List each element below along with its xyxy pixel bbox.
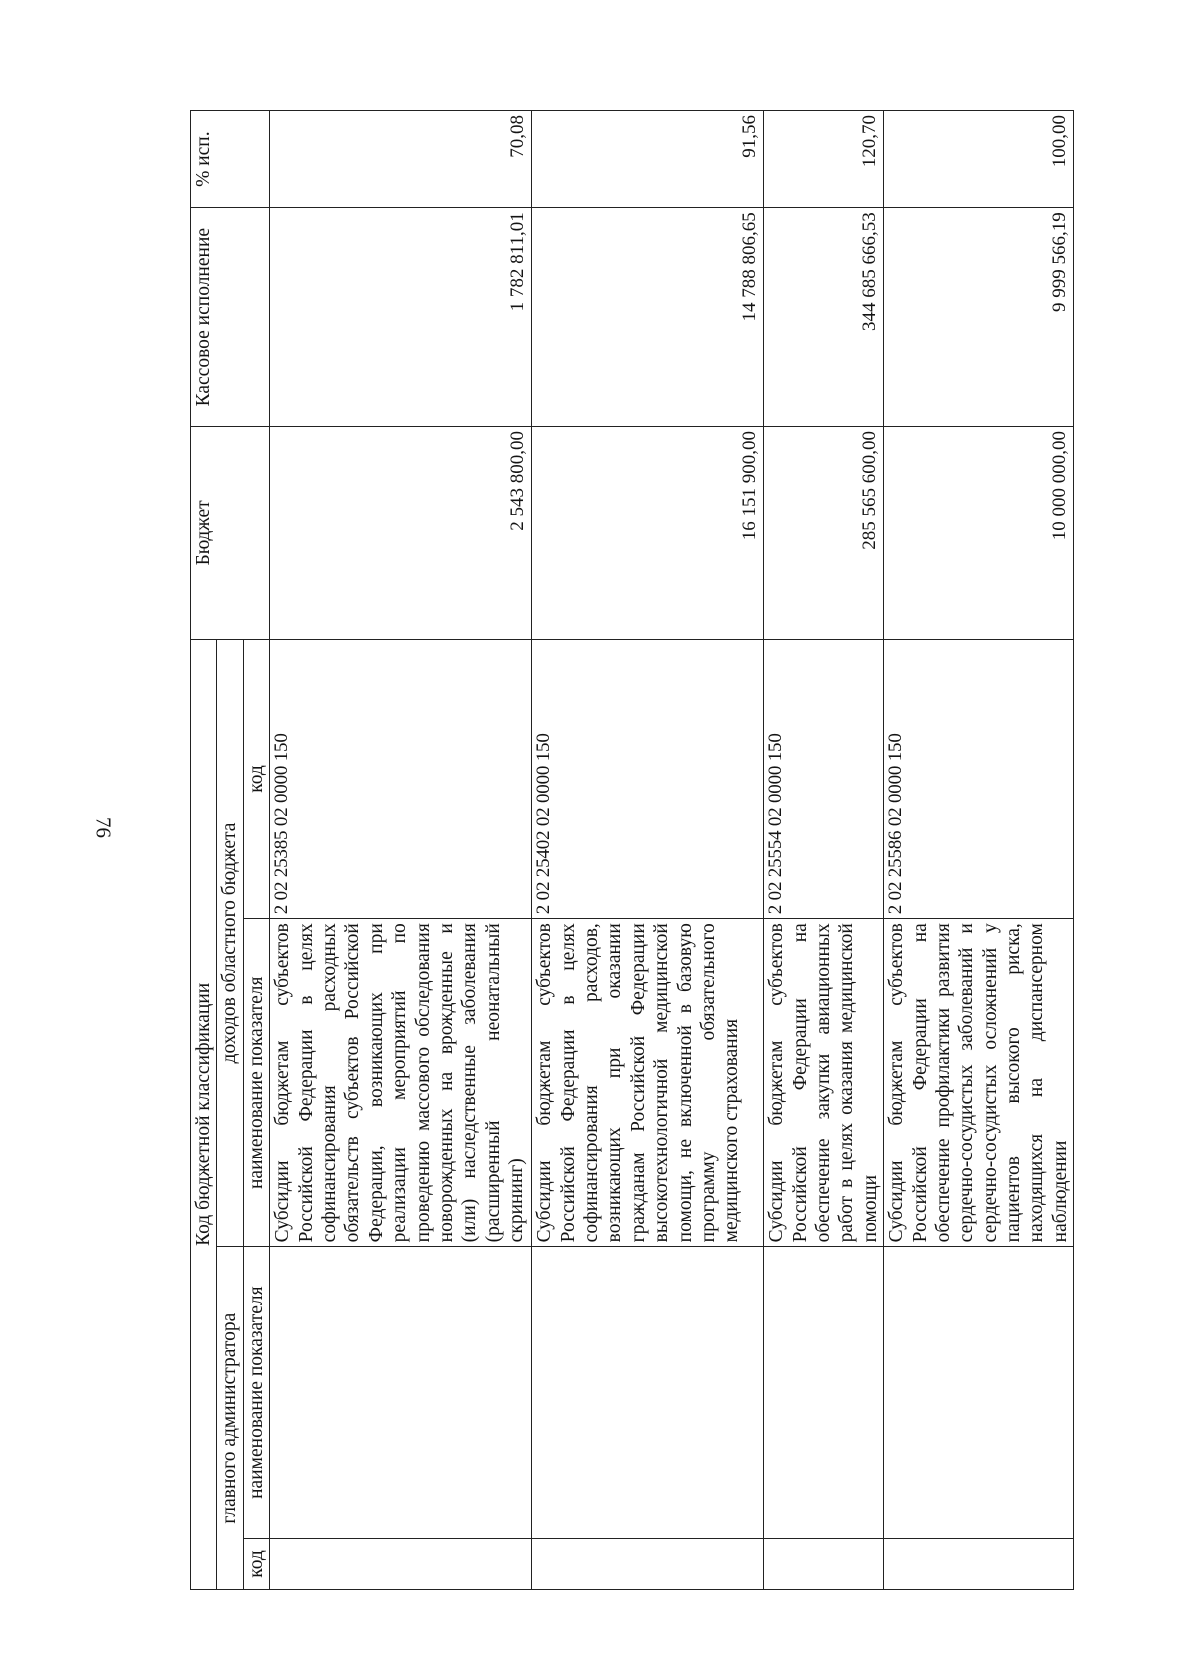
indicator-name-cell: Субсидии бюджетам субъектов Российской Федерации на обеспечение профилактики развития сердечно-сосудистых заболеваний и сердечно-сосудистых осложнений у пациентов высокого риска, находящихся на диспансерном наблюдении bbox=[884, 919, 1074, 1247]
budget-cell: 2 543 800,00 bbox=[270, 427, 532, 640]
header-cash-execution: Кассовое исполнение bbox=[191, 208, 270, 427]
cash-execution-cell: 14 788 806,65 bbox=[532, 208, 764, 427]
cash-execution-cell: 9 999 566,19 bbox=[884, 208, 1074, 427]
header-classification: Код бюджетной классификации bbox=[191, 639, 217, 1589]
indicator-name-cell: Субсидии бюджетам субъектов Российской Федерации в целях софинансирования расходов, возникающих при оказании гражданам Российской Федерации высокотехнологичной медицинской помощи, не включенной в базовую программу обязательного медицинского страхования bbox=[532, 919, 764, 1247]
rotated-table-wrapper bbox=[190, 110, 1071, 1590]
admin-code-cell bbox=[764, 1538, 884, 1589]
header-income-code: код bbox=[243, 639, 269, 919]
admin-code-cell bbox=[270, 1538, 532, 1589]
budget-cell: 285 565 600,00 bbox=[764, 427, 884, 640]
budget-cell: 16 151 900,00 bbox=[532, 427, 764, 640]
percent-cell: 91,56 bbox=[532, 111, 764, 208]
income-code-cell: 2 02 25402 02 0000 150 bbox=[532, 639, 764, 919]
percent-cell: 100,00 bbox=[884, 111, 1074, 208]
admin-code-cell bbox=[884, 1538, 1074, 1589]
table-row bbox=[764, 111, 884, 1590]
cash-execution-cell: 1 782 811,01 bbox=[270, 208, 532, 427]
table-row bbox=[270, 111, 532, 1590]
admin-name-cell bbox=[764, 1247, 884, 1539]
percent-cell: 120,70 bbox=[764, 111, 884, 208]
header-budget: Бюджет bbox=[191, 427, 270, 640]
cash-execution-cell: 344 685 666,53 bbox=[764, 208, 884, 427]
indicator-name-cell: Субсидии бюджетам субъектов Российской Федерации в целях софинансирования расходных обязательств субъектов Российской Федерации, возникающих при реализации мероприятий по проведению массового обследования новорожденных на врожденные и (или) наследственные заболевания (расширенный неонатальный скрининг) bbox=[270, 919, 532, 1247]
admin-code-cell bbox=[532, 1538, 764, 1589]
header-indicator-name: наименование показателя bbox=[243, 919, 269, 1247]
budget-table bbox=[190, 110, 1074, 1590]
page-number: 76 bbox=[91, 817, 116, 838]
budget-cell: 10 000 000,00 bbox=[884, 427, 1074, 640]
income-code-cell: 2 02 25554 02 0000 150 bbox=[764, 639, 884, 919]
header-admin-indicator-name: наименование показателя bbox=[243, 1247, 269, 1539]
income-code-cell: 2 02 25385 02 0000 150 bbox=[270, 639, 532, 919]
header-main-admin: главного администратора bbox=[217, 1247, 243, 1590]
table-row bbox=[532, 111, 764, 1590]
admin-name-cell bbox=[270, 1247, 532, 1539]
percent-cell: 70,08 bbox=[270, 111, 532, 208]
indicator-name-cell: Субсидии бюджетам субъектов Российской Федерации на обеспечение закупки авиационных работ в целях оказания медицинской помощи bbox=[764, 919, 884, 1247]
table-row bbox=[884, 111, 1074, 1590]
admin-name-cell bbox=[884, 1247, 1074, 1539]
header-percent: % исп. bbox=[191, 111, 270, 208]
header-regional-income: доходов областного бюджета bbox=[217, 639, 243, 1247]
income-code-cell: 2 02 25586 02 0000 150 bbox=[884, 639, 1074, 919]
header-admin-code: код bbox=[243, 1538, 269, 1589]
admin-name-cell bbox=[532, 1247, 764, 1539]
